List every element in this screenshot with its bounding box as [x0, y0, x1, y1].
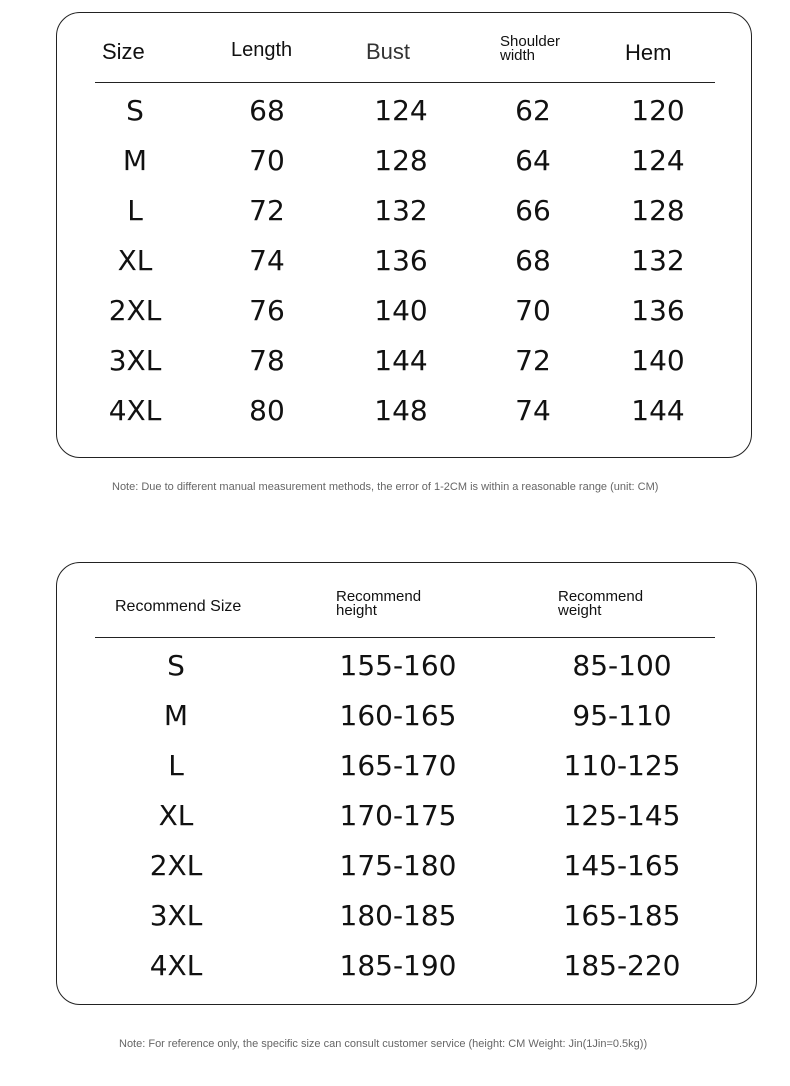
size-cell-shoulder: 62 [515, 94, 551, 127]
size-cell-shoulder: 64 [515, 144, 551, 177]
recommend-cell-size: XL [158, 799, 194, 832]
size-cell-length: 74 [249, 244, 285, 277]
recommend-cell-weight: 165-185 [563, 899, 681, 932]
size-cell-hem: 132 [631, 244, 685, 277]
recommend-cell-size: 2XL [149, 849, 203, 882]
size-cell-shoulder: 70 [515, 294, 551, 327]
size-cell-size: 2XL [108, 294, 162, 327]
header-height-line1: Recommend [336, 588, 422, 605]
size-cell-bust: 148 [374, 394, 428, 427]
header-recommend-height [336, 590, 476, 619]
recommend-cell-weight: 145-165 [563, 849, 681, 882]
size-cell-size: 4XL [108, 394, 162, 427]
recommend-cell-height: 155-160 [339, 649, 457, 682]
size-cell-length: 78 [249, 344, 285, 377]
size-cell-shoulder: 72 [515, 344, 551, 377]
recommend-cell-size: 4XL [149, 949, 203, 982]
header-weight-line2: weight [558, 602, 602, 620]
size-cell-bust: 136 [374, 244, 428, 277]
header-hem: Hem [625, 40, 672, 65]
header-length: Length [231, 39, 293, 61]
recommend-cell-weight: 110-125 [563, 749, 681, 782]
recommend-cell-weight: 95-110 [572, 699, 672, 732]
recommend-chart-card [56, 562, 757, 1005]
recommend-cell-weight: 125-145 [563, 799, 681, 832]
size-cell-length: 72 [249, 194, 285, 227]
size-cell-hem: 128 [631, 194, 685, 227]
header-shoulder-width [500, 35, 620, 64]
size-cell-size: S [126, 94, 144, 127]
size-cell-bust: 132 [374, 194, 428, 227]
size-cell-hem: 140 [631, 344, 685, 377]
recommend-cell-size: 3XL [149, 899, 203, 932]
size-cell-bust: 128 [374, 144, 428, 177]
recommend-cell-size: S [167, 649, 185, 682]
header-divider [95, 82, 715, 83]
size-cell-shoulder: 66 [515, 194, 551, 227]
header-size: Size [102, 39, 145, 64]
recommend-cell-weight: 185-220 [563, 949, 681, 982]
size-cell-shoulder: 74 [515, 394, 551, 427]
recommend-cell-height: 175-180 [339, 849, 457, 882]
header-bust: Bust [366, 39, 411, 64]
size-cell-hem: 120 [631, 94, 685, 127]
header-recommend-weight [558, 590, 698, 619]
size-cell-bust: 144 [374, 344, 428, 377]
size-cell-hem: 144 [631, 394, 685, 427]
header-height-line2: height [336, 602, 377, 620]
recommend-cell-weight: 85-100 [572, 649, 672, 682]
header-shoulder-line1: Shoulder [500, 33, 561, 50]
header-divider [95, 637, 715, 638]
header-weight-line1: Recommend [558, 588, 644, 605]
size-cell-size: 3XL [108, 344, 162, 377]
size-cell-hem: 124 [631, 144, 685, 177]
size-cell-size: M [122, 144, 148, 177]
recommend-cell-height: 170-175 [339, 799, 457, 832]
measurement-note: Note: Due to different manual measurement methods, the error of 1-2CM is within a reasonable range (unit: CM) [112, 481, 659, 493]
header-recommend-size: Recommend Size [115, 598, 242, 615]
recommend-cell-height: 180-185 [339, 899, 457, 932]
size-cell-hem: 136 [631, 294, 685, 327]
size-cell-size: XL [117, 244, 153, 277]
size-cell-length: 68 [249, 94, 285, 127]
reference-note: Note: For reference only, the specific size can consult customer service (height: CM Weight: Jin(1Jin=0.5kg)) [119, 1038, 648, 1050]
header-shoulder-line2: width [500, 47, 536, 65]
size-cell-bust: 140 [374, 294, 428, 327]
recommend-cell-size: M [163, 699, 189, 732]
recommend-cell-height: 185-190 [339, 949, 457, 982]
recommend-cell-size: L [168, 749, 184, 782]
size-cell-length: 80 [249, 394, 285, 427]
size-cell-length: 76 [249, 294, 285, 327]
size-cell-shoulder: 68 [515, 244, 551, 277]
recommend-cell-height: 165-170 [339, 749, 457, 782]
size-cell-size: L [127, 194, 143, 227]
size-cell-bust: 124 [374, 94, 428, 127]
size-cell-length: 70 [249, 144, 285, 177]
size-chart-card [56, 12, 752, 458]
recommend-cell-height: 160-165 [339, 699, 457, 732]
